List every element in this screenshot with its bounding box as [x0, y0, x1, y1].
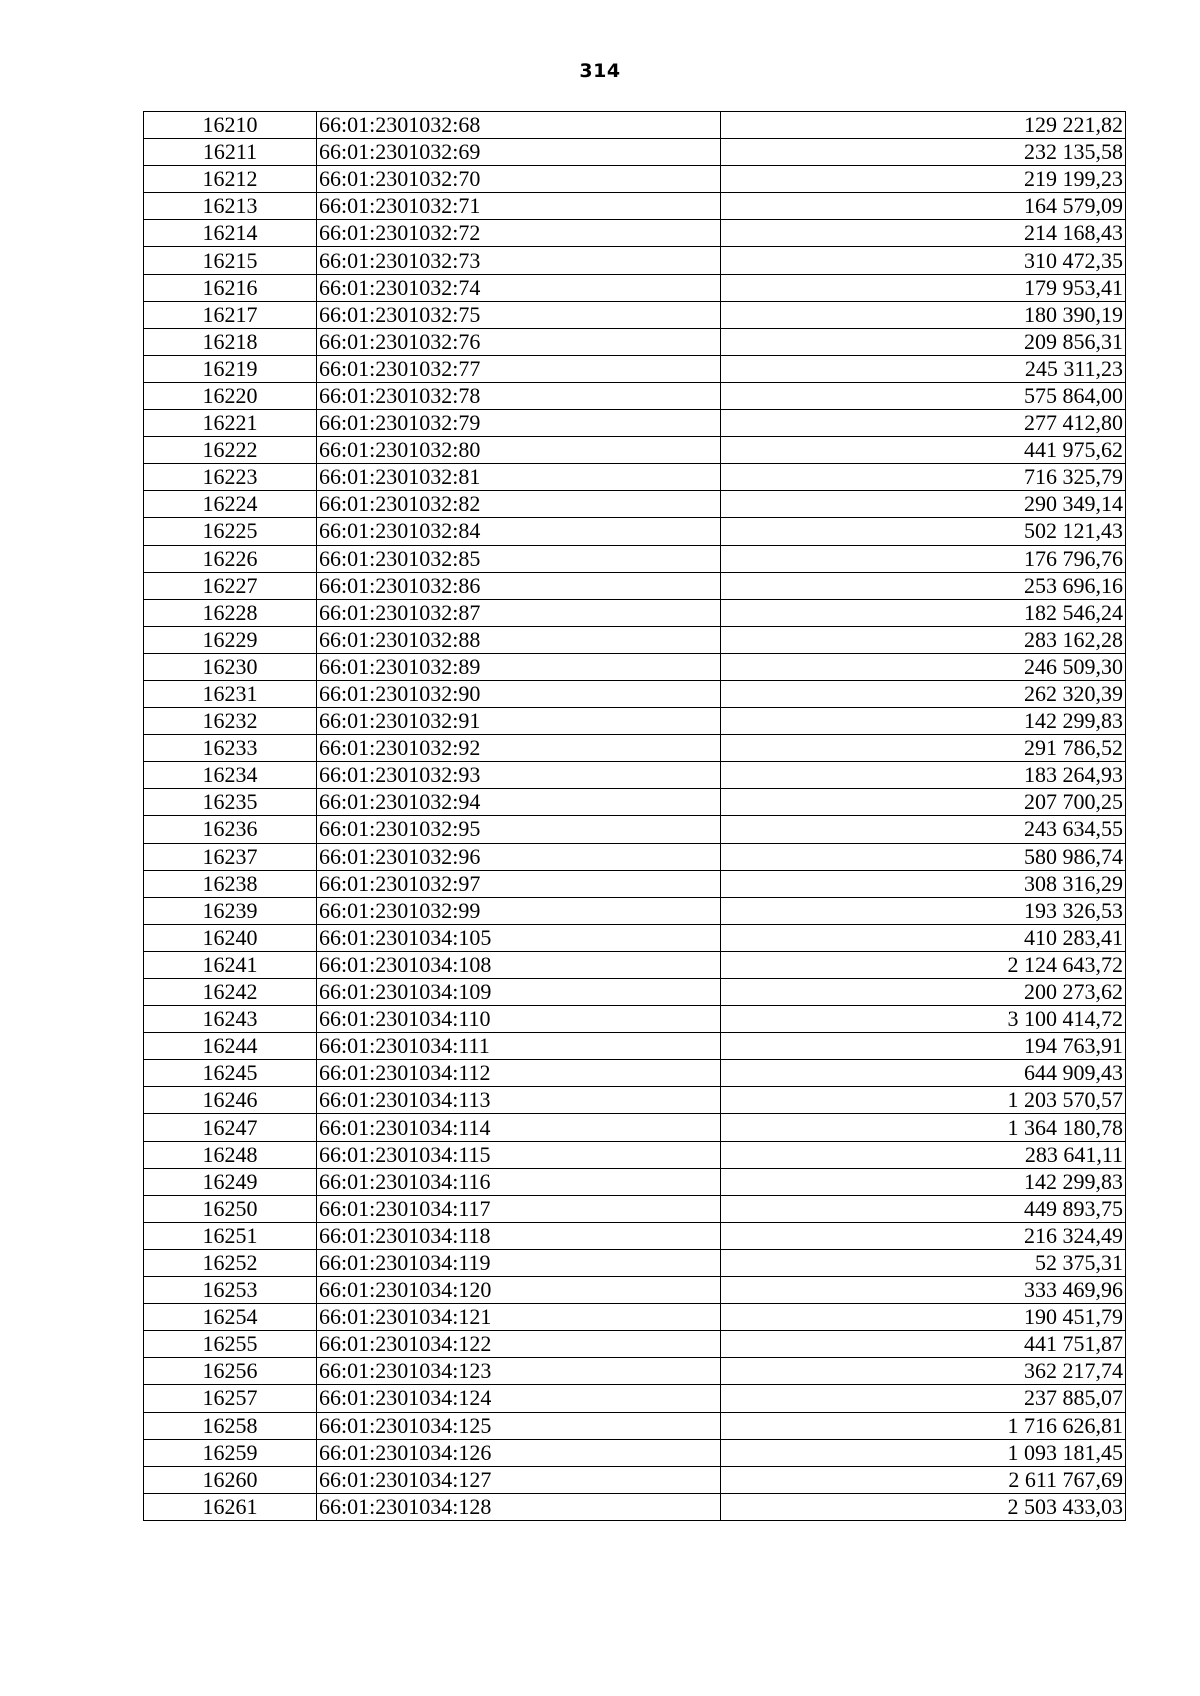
- row-number-cell: 16254: [144, 1304, 317, 1331]
- row-number-cell: 16227: [144, 572, 317, 599]
- cadastral-value-cell: 575 864,00: [721, 382, 1126, 409]
- cadastral-value-cell: 333 469,96: [721, 1277, 1126, 1304]
- table-row: [144, 1087, 1126, 1114]
- cadastral-value-cell: 310 472,35: [721, 247, 1126, 274]
- table-row: [144, 301, 1126, 328]
- table-row: [144, 897, 1126, 924]
- table-row: [144, 1439, 1126, 1466]
- table-row: [144, 491, 1126, 518]
- table-row: [144, 680, 1126, 707]
- cadastral-number-cell: 66:01:2301034:111: [317, 1033, 721, 1060]
- row-number-cell: 16221: [144, 410, 317, 437]
- table-row: [144, 1277, 1126, 1304]
- cadastral-number-cell: 66:01:2301034:121: [317, 1304, 721, 1331]
- cadastral-number-cell: 66:01:2301032:76: [317, 328, 721, 355]
- table-row: [144, 599, 1126, 626]
- row-number-cell: 16232: [144, 708, 317, 735]
- table-row: [144, 274, 1126, 301]
- row-number-cell: 16261: [144, 1493, 317, 1520]
- row-number-cell: 16226: [144, 545, 317, 572]
- row-number-cell: 16249: [144, 1168, 317, 1195]
- cadastral-number-cell: 66:01:2301032:86: [317, 572, 721, 599]
- cadastral-number-cell: 66:01:2301032:85: [317, 545, 721, 572]
- cadastral-value-cell: 3 100 414,72: [721, 1006, 1126, 1033]
- cadastral-value-cell: 716 325,79: [721, 464, 1126, 491]
- cadastral-value-cell: 1 093 181,45: [721, 1439, 1126, 1466]
- row-number-cell: 16240: [144, 924, 317, 951]
- table-row: [144, 626, 1126, 653]
- row-number-cell: 16260: [144, 1466, 317, 1493]
- cadastral-value-cell: 291 786,52: [721, 735, 1126, 762]
- cadastral-number-cell: 66:01:2301032:70: [317, 166, 721, 193]
- table-row: [144, 1114, 1126, 1141]
- row-number-cell: 16259: [144, 1439, 317, 1466]
- cadastral-number-cell: 66:01:2301032:89: [317, 653, 721, 680]
- cadastral-number-cell: 66:01:2301032:69: [317, 139, 721, 166]
- cadastral-value-cell: 1 716 626,81: [721, 1412, 1126, 1439]
- row-number-cell: 16222: [144, 437, 317, 464]
- row-number-cell: 16238: [144, 870, 317, 897]
- cadastral-value-cell: 182 546,24: [721, 599, 1126, 626]
- cadastral-number-cell: 66:01:2301034:114: [317, 1114, 721, 1141]
- cadastral-number-cell: 66:01:2301034:119: [317, 1249, 721, 1276]
- cadastral-number-cell: 66:01:2301034:110: [317, 1006, 721, 1033]
- cadastral-value-cell: 207 700,25: [721, 789, 1126, 816]
- row-number-cell: 16230: [144, 653, 317, 680]
- cadastral-number-cell: 66:01:2301034:127: [317, 1466, 721, 1493]
- table-row: [144, 139, 1126, 166]
- table-row: [144, 843, 1126, 870]
- table-row: [144, 572, 1126, 599]
- table-row: [144, 1195, 1126, 1222]
- cadastral-number-cell: 66:01:2301034:128: [317, 1493, 721, 1520]
- row-number-cell: 16213: [144, 193, 317, 220]
- row-number-cell: 16229: [144, 626, 317, 653]
- cadastral-number-cell: 66:01:2301032:97: [317, 870, 721, 897]
- row-number-cell: 16246: [144, 1087, 317, 1114]
- row-number-cell: 16241: [144, 951, 317, 978]
- row-number-cell: 16247: [144, 1114, 317, 1141]
- cadastral-number-cell: 66:01:2301034:117: [317, 1195, 721, 1222]
- row-number-cell: 16212: [144, 166, 317, 193]
- cadastral-value-cell: 214 168,43: [721, 220, 1126, 247]
- cadastral-number-cell: 66:01:2301034:123: [317, 1358, 721, 1385]
- row-number-cell: 16256: [144, 1358, 317, 1385]
- table-row: [144, 1466, 1126, 1493]
- cadastral-value-cell: 129 221,82: [721, 112, 1126, 139]
- row-number-cell: 16211: [144, 139, 317, 166]
- table-row: [144, 1385, 1126, 1412]
- cadastral-number-cell: 66:01:2301032:74: [317, 274, 721, 301]
- cadastral-value-cell: 253 696,16: [721, 572, 1126, 599]
- cadastral-number-cell: 66:01:2301034:115: [317, 1141, 721, 1168]
- table-row: [144, 1006, 1126, 1033]
- page-number: 314: [579, 60, 621, 82]
- row-number-cell: 16231: [144, 680, 317, 707]
- table-row: [144, 518, 1126, 545]
- cadastral-value-cell: 176 796,76: [721, 545, 1126, 572]
- table-row: [144, 789, 1126, 816]
- cadastral-number-cell: 66:01:2301034:118: [317, 1222, 721, 1249]
- cadastral-value-cell: 283 162,28: [721, 626, 1126, 653]
- row-number-cell: 16214: [144, 220, 317, 247]
- cadastral-value-cell: 262 320,39: [721, 680, 1126, 707]
- cadastral-value-cell: 179 953,41: [721, 274, 1126, 301]
- table-row: [144, 653, 1126, 680]
- row-number-cell: 16218: [144, 328, 317, 355]
- row-number-cell: 16244: [144, 1033, 317, 1060]
- cadastral-value-cell: 193 326,53: [721, 897, 1126, 924]
- cadastral-number-cell: 66:01:2301032:75: [317, 301, 721, 328]
- cadastral-value-cell: 194 763,91: [721, 1033, 1126, 1060]
- cadastral-number-cell: 66:01:2301032:80: [317, 437, 721, 464]
- cadastral-number-cell: 66:01:2301032:88: [317, 626, 721, 653]
- row-number-cell: 16250: [144, 1195, 317, 1222]
- cadastral-value-cell: 243 634,55: [721, 816, 1126, 843]
- cadastral-number-cell: 66:01:2301032:73: [317, 247, 721, 274]
- row-number-cell: 16239: [144, 897, 317, 924]
- cadastral-number-cell: 66:01:2301032:78: [317, 382, 721, 409]
- table-row: [144, 1141, 1126, 1168]
- table-row: [144, 1033, 1126, 1060]
- table-row: [144, 112, 1126, 139]
- table-row: [144, 437, 1126, 464]
- cadastral-value-cell: 245 311,23: [721, 355, 1126, 382]
- cadastral-number-cell: 66:01:2301032:94: [317, 789, 721, 816]
- cadastral-value-cell: 449 893,75: [721, 1195, 1126, 1222]
- cadastral-number-cell: 66:01:2301034:120: [317, 1277, 721, 1304]
- cadastral-value-cell: 164 579,09: [721, 193, 1126, 220]
- cadastral-value-cell: 246 509,30: [721, 653, 1126, 680]
- table-row: [144, 166, 1126, 193]
- table-row: [144, 193, 1126, 220]
- cadastral-value-cell: 2 124 643,72: [721, 951, 1126, 978]
- table-row: [144, 924, 1126, 951]
- cadastral-number-cell: 66:01:2301034:113: [317, 1087, 721, 1114]
- table-row: [144, 328, 1126, 355]
- cadastral-value-cell: 502 121,43: [721, 518, 1126, 545]
- cadastral-value-cell: 180 390,19: [721, 301, 1126, 328]
- table-row: [144, 870, 1126, 897]
- cadastral-number-cell: 66:01:2301032:99: [317, 897, 721, 924]
- cadastral-number-cell: 66:01:2301032:84: [317, 518, 721, 545]
- cadastral-number-cell: 66:01:2301034:125: [317, 1412, 721, 1439]
- cadastral-number-cell: 66:01:2301034:122: [317, 1331, 721, 1358]
- row-number-cell: 16216: [144, 274, 317, 301]
- row-number-cell: 16253: [144, 1277, 317, 1304]
- cadastral-number-cell: 66:01:2301032:71: [317, 193, 721, 220]
- cadastral-number-cell: 66:01:2301034:108: [317, 951, 721, 978]
- row-number-cell: 16237: [144, 843, 317, 870]
- table-row: [144, 951, 1126, 978]
- cadastral-value-cell: 52 375,31: [721, 1249, 1126, 1276]
- table-row: [144, 1060, 1126, 1087]
- cadastral-number-cell: 66:01:2301032:79: [317, 410, 721, 437]
- cadastral-value-cell: 644 909,43: [721, 1060, 1126, 1087]
- cadastral-value-cell: 209 856,31: [721, 328, 1126, 355]
- table-row: [144, 247, 1126, 274]
- table-row: [144, 1412, 1126, 1439]
- row-number-cell: 16252: [144, 1249, 317, 1276]
- row-number-cell: 16215: [144, 247, 317, 274]
- table-row: [144, 735, 1126, 762]
- table-row: [144, 1358, 1126, 1385]
- table-row: [144, 410, 1126, 437]
- cadastral-value-cell: 441 975,62: [721, 437, 1126, 464]
- cadastral-number-cell: 66:01:2301034:116: [317, 1168, 721, 1195]
- cadastral-value-cell: 190 451,79: [721, 1304, 1126, 1331]
- cadastral-value-cell: 362 217,74: [721, 1358, 1126, 1385]
- row-number-cell: 16210: [144, 112, 317, 139]
- table-row: [144, 1249, 1126, 1276]
- cadastral-value-cell: 219 199,23: [721, 166, 1126, 193]
- row-number-cell: 16255: [144, 1331, 317, 1358]
- cadastral-value-cell: 2 503 433,03: [721, 1493, 1126, 1520]
- cadastral-number-cell: 66:01:2301032:81: [317, 464, 721, 491]
- table-row: [144, 762, 1126, 789]
- cadastral-number-cell: 66:01:2301034:126: [317, 1439, 721, 1466]
- cadastral-number-cell: 66:01:2301032:87: [317, 599, 721, 626]
- row-number-cell: 16235: [144, 789, 317, 816]
- cadastral-value-cell: 142 299,83: [721, 1168, 1126, 1195]
- cadastral-number-cell: 66:01:2301032:82: [317, 491, 721, 518]
- row-number-cell: 16223: [144, 464, 317, 491]
- cadastral-value-cell: 232 135,58: [721, 139, 1126, 166]
- table-row: [144, 464, 1126, 491]
- row-number-cell: 16234: [144, 762, 317, 789]
- cadastral-number-cell: 66:01:2301032:93: [317, 762, 721, 789]
- table-row: [144, 382, 1126, 409]
- cadastral-value-cell: 183 264,93: [721, 762, 1126, 789]
- cadastral-number-cell: 66:01:2301034:124: [317, 1385, 721, 1412]
- cadastral-value-cell: 308 316,29: [721, 870, 1126, 897]
- cadastral-number-cell: 66:01:2301032:96: [317, 843, 721, 870]
- cadastral-number-cell: 66:01:2301032:95: [317, 816, 721, 843]
- cadastral-number-cell: 66:01:2301034:109: [317, 979, 721, 1006]
- cadastral-value-cell: 1 203 570,57: [721, 1087, 1126, 1114]
- cadastral-value-cell: 216 324,49: [721, 1222, 1126, 1249]
- cadastral-number-cell: 66:01:2301032:72: [317, 220, 721, 247]
- cadastral-value-cell: 580 986,74: [721, 843, 1126, 870]
- cadastral-value-cell: 283 641,11: [721, 1141, 1126, 1168]
- cadastral-value-cell: 142 299,83: [721, 708, 1126, 735]
- table-row: [144, 1331, 1126, 1358]
- table-row: [144, 355, 1126, 382]
- row-number-cell: 16225: [144, 518, 317, 545]
- row-number-cell: 16217: [144, 301, 317, 328]
- table-row: [144, 220, 1126, 247]
- row-number-cell: 16243: [144, 1006, 317, 1033]
- cadastral-value-cell: 290 349,14: [721, 491, 1126, 518]
- table-row: [144, 1222, 1126, 1249]
- table-row: [144, 1168, 1126, 1195]
- row-number-cell: 16258: [144, 1412, 317, 1439]
- table-row: [144, 1493, 1126, 1520]
- cadastral-value-cell: 1 364 180,78: [721, 1114, 1126, 1141]
- table-body: [144, 112, 1126, 1521]
- table-row: [144, 708, 1126, 735]
- cadastral-value-cell: 237 885,07: [721, 1385, 1126, 1412]
- cadastral-value-table: [143, 111, 1126, 1521]
- row-number-cell: 16224: [144, 491, 317, 518]
- row-number-cell: 16236: [144, 816, 317, 843]
- cadastral-value-cell: 2 611 767,69: [721, 1466, 1126, 1493]
- cadastral-number-cell: 66:01:2301034:112: [317, 1060, 721, 1087]
- table-row: [144, 545, 1126, 572]
- cadastral-number-cell: 66:01:2301032:90: [317, 680, 721, 707]
- cadastral-number-cell: 66:01:2301034:105: [317, 924, 721, 951]
- table-row: [144, 816, 1126, 843]
- row-number-cell: 16242: [144, 979, 317, 1006]
- row-number-cell: 16245: [144, 1060, 317, 1087]
- row-number-cell: 16228: [144, 599, 317, 626]
- row-number-cell: 16257: [144, 1385, 317, 1412]
- row-number-cell: 16233: [144, 735, 317, 762]
- row-number-cell: 16248: [144, 1141, 317, 1168]
- cadastral-number-cell: 66:01:2301032:68: [317, 112, 721, 139]
- cadastral-value-cell: 277 412,80: [721, 410, 1126, 437]
- cadastral-value-cell: 200 273,62: [721, 979, 1126, 1006]
- table-row: [144, 979, 1126, 1006]
- cadastral-number-cell: 66:01:2301032:77: [317, 355, 721, 382]
- cadastral-value-cell: 410 283,41: [721, 924, 1126, 951]
- row-number-cell: 16219: [144, 355, 317, 382]
- cadastral-number-cell: 66:01:2301032:91: [317, 708, 721, 735]
- row-number-cell: 16220: [144, 382, 317, 409]
- row-number-cell: 16251: [144, 1222, 317, 1249]
- table-row: [144, 1304, 1126, 1331]
- cadastral-number-cell: 66:01:2301032:92: [317, 735, 721, 762]
- cadastral-value-cell: 441 751,87: [721, 1331, 1126, 1358]
